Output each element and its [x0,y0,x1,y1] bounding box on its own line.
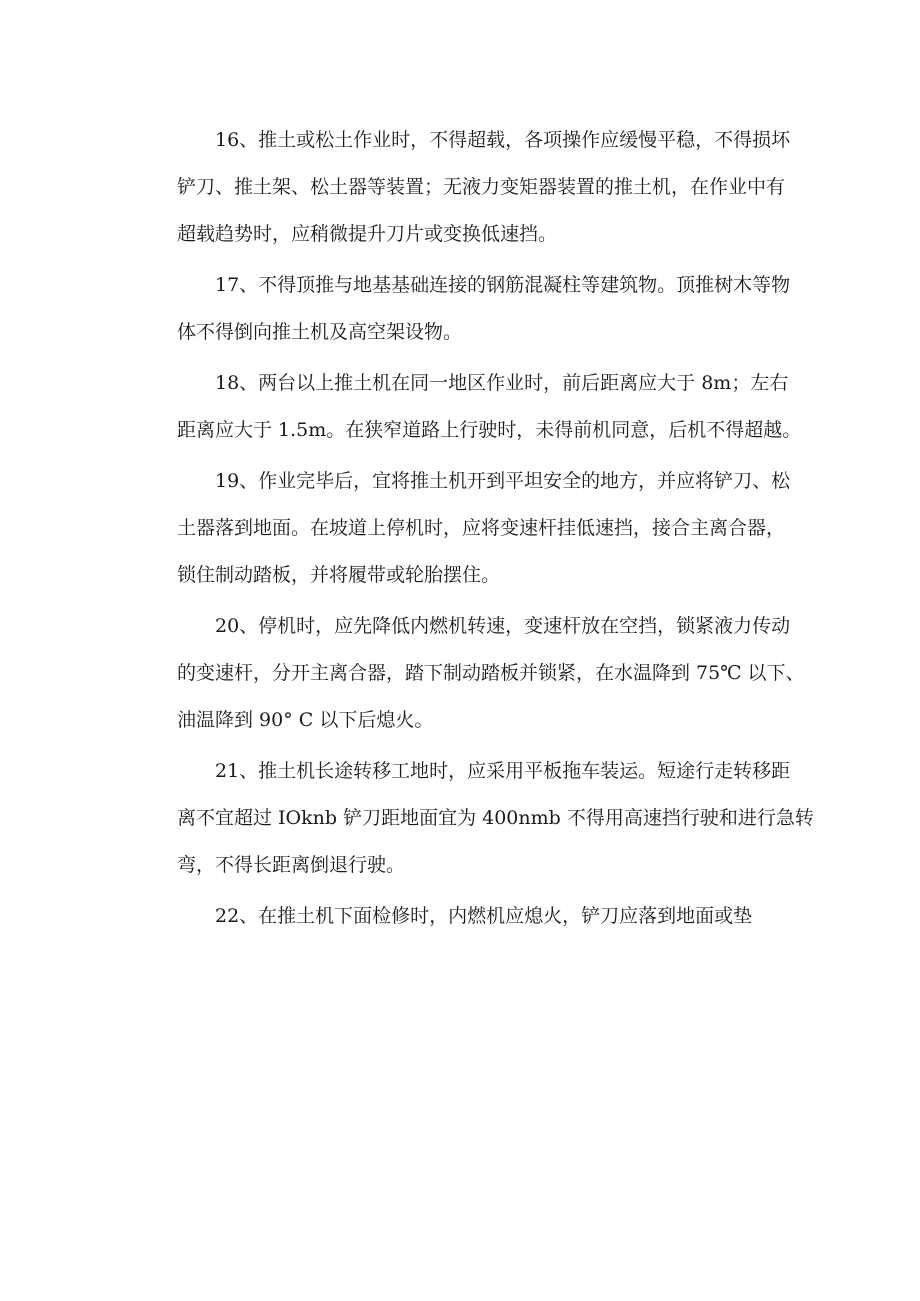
paragraph-17 [139,262,799,356]
paragraph-line: 弯，不得长距离倒退行驶。 [177,854,406,876]
paragraph-line: 超载趋势时，应稍微提升刀片或变换低速挡。 [177,223,558,245]
paragraph-19 [139,458,799,599]
paragraph-line: 19、作业完毕后，宜将推土机开到平坦安全的地方，并应将铲刀、松 [215,470,791,492]
paragraph-line: 距离应大于 1.5m。在狭窄道路上行驶时，未得前机同意，后机不得超越。 [177,419,802,441]
paragraph-line: 离不宜超过 IOknb 铲刀距地面宜为 400nmb 不得用高速挡行驶和进行急转 [177,807,814,829]
paragraph-20 [139,603,805,744]
paragraph-line: 20、停机时，应先降低内燃机转速，变速杆放在空挡，锁紧液力传动 [215,615,791,637]
paragraph-line: 的变速杆，分开主离合器，踏下制动踏板并锁紧，在水温降到 75℃ 以下、 [177,662,805,684]
paragraph-line: 油温降到 90° C 以下后熄火。 [177,709,434,731]
paragraph-18 [139,360,802,454]
paragraph-line: 16、推土或松土作业时，不得超载，各项操作应缓慢平稳，不得损坏 [215,129,791,151]
paragraph-line: 体不得倒向推土机及高空架设物。 [177,321,463,343]
document-body [139,117,814,944]
paragraph-22 [139,893,799,940]
paragraph-line: 土器落到地面。在坡道上停机时，应将变速杆挂低速挡，接合主离合器， [177,517,786,539]
paragraph-line: 18、两台以上推土机在同一地区作业时，前后距离应大于 8m；左右 [215,372,789,394]
paragraph-line: 22、在推土机下面检修时，内燃机应熄火，铲刀应落到地面或垫 [215,905,753,927]
paragraph-line: 锁住制动踏板，并将履带或轮胎摆住。 [177,564,501,586]
paragraph-21 [139,748,814,889]
paragraph-line: 21、推土机长途转移工地时，应采用平板拖车装运。短途行走转移距 [215,760,791,782]
paragraph-16 [139,117,799,258]
paragraph-line: 铲刀、推土架、松土器等装置；无液力变矩器装置的推土机，在作业中有 [177,176,786,198]
paragraph-line: 17、不得顶推与地基基础连接的钢筋混凝柱等建筑物。顶推树木等物 [215,274,791,296]
